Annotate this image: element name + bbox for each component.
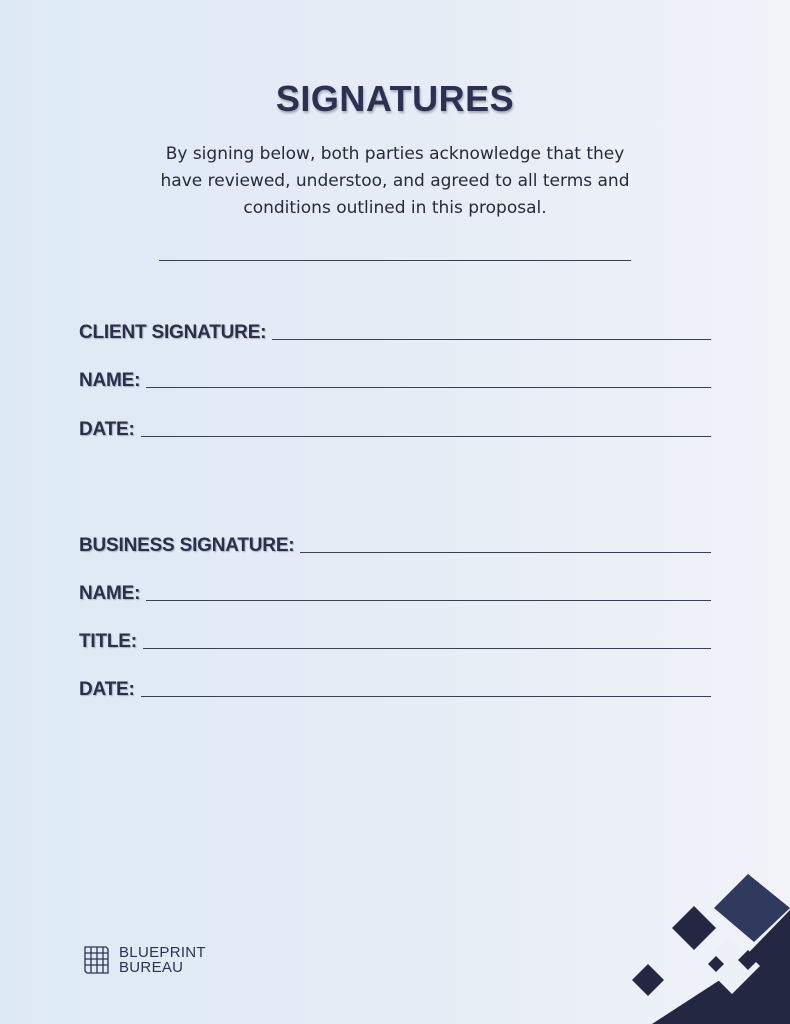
client-name-label: NAME: [79, 370, 141, 391]
business-name-label: NAME: [79, 583, 141, 604]
corner-left-diamond-shape [632, 964, 664, 996]
business-signature-line[interactable] [300, 552, 711, 553]
client-date-field[interactable] [79, 413, 711, 441]
business-title-label: TITLE: [79, 631, 137, 652]
intro-line: conditions outlined in this proposal. [243, 198, 547, 218]
blueprint-grid-icon [83, 944, 111, 976]
business-date-field[interactable] [79, 673, 711, 701]
client-signature-label: CLIENT SIGNATURE: [79, 322, 267, 343]
logo-text-line: BUREAU [119, 959, 184, 976]
corner-mid-diamond-shape [672, 906, 716, 950]
business-date-line[interactable] [141, 696, 711, 697]
logo-text-line: BLUEPRINT [119, 944, 206, 961]
intro-line: By signing below, both parties acknowledge that they [165, 144, 625, 164]
logo-text [119, 945, 206, 975]
intro-paragraph [95, 141, 695, 222]
business-title-field[interactable] [79, 625, 711, 653]
section-divider [159, 260, 631, 261]
client-name-line[interactable] [146, 387, 711, 388]
intro-line: have reviewed, understoo, and agreed to all terms and [160, 171, 630, 191]
business-date-label: DATE: [79, 679, 135, 700]
business-signature-label: BUSINESS SIGNATURE: [79, 535, 295, 556]
client-date-line[interactable] [141, 436, 711, 437]
client-signature-line[interactable] [272, 339, 711, 340]
page-title: SIGNATURES [275, 78, 515, 119]
client-date-label: DATE: [79, 419, 135, 440]
business-name-line[interactable] [146, 600, 711, 601]
company-logo [83, 944, 206, 976]
client-signature-field[interactable] [79, 316, 711, 344]
business-name-field[interactable] [79, 577, 711, 605]
corner-decoration [630, 864, 790, 1024]
business-signature-field[interactable] [79, 529, 711, 557]
client-name-field[interactable] [79, 364, 711, 392]
business-title-line[interactable] [143, 648, 711, 649]
